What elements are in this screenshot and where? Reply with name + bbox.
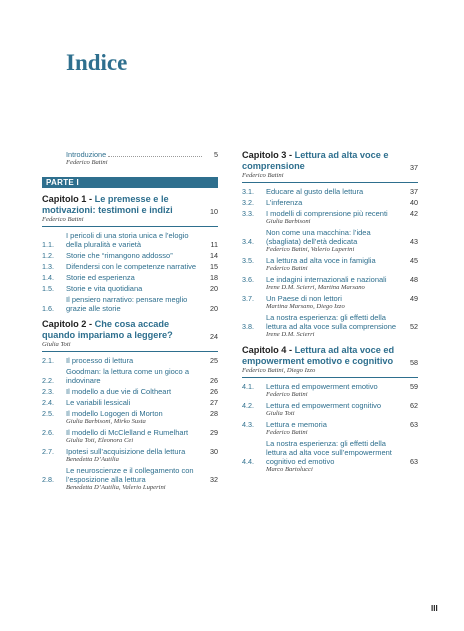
chapter-prefix: Capitolo 4 - xyxy=(242,345,295,355)
chapter-2-heading[interactable] xyxy=(42,319,218,352)
entry-text: Le neuroscienze e il collegamento con l’esposizione alla lettura xyxy=(66,466,194,484)
entry-text: I pericoli di una storia unica e l’elogio della pluralità e varietà xyxy=(66,231,189,249)
entry-number: 3.1. xyxy=(242,187,254,196)
entry-number: 3.2. xyxy=(242,198,254,207)
entry-text: Difendersi con le competenze narrative xyxy=(66,262,197,271)
entry-page: 30 xyxy=(210,447,218,456)
chapter-rule xyxy=(42,226,218,227)
entry-text: La nostra esperienza: gli effetti della lettura ad alta voce sulla comprensione xyxy=(266,313,397,331)
entry-author: Federico Batini xyxy=(266,265,308,272)
entry-page: 59 xyxy=(410,382,418,391)
entry-text: L’inferenza xyxy=(266,198,303,207)
entry-page: 52 xyxy=(410,322,418,331)
entry-number: 3.5. xyxy=(242,256,254,265)
entry-text: Non come una macchina: l’idea (sbagliata) dell’età dedicata xyxy=(266,228,371,246)
entry-page: 48 xyxy=(410,275,418,284)
entry-number: 3.4. xyxy=(242,237,254,246)
toc-entry[interactable] xyxy=(42,231,218,249)
entry-text: Lettura ed empowerment cognitivo xyxy=(266,401,382,410)
page-title: Indice xyxy=(66,50,128,75)
toc-entry[interactable] xyxy=(42,447,218,464)
toc-entry[interactable] xyxy=(242,294,418,311)
entry-page: 43 xyxy=(410,237,418,246)
chapter-prefix: Capitolo 1 - xyxy=(42,194,95,204)
chapter-title: Lettura ad alta voce ed empowerment emotivo e cognitivo xyxy=(242,345,395,366)
entry-text: La lettura ad alta voce in famiglia xyxy=(266,256,376,265)
entry-author: Irene D.M. Scierri xyxy=(266,331,315,338)
part-heading: PARTE I xyxy=(42,177,218,188)
chapter-page: 24 xyxy=(210,332,218,341)
toc-entry[interactable] xyxy=(42,367,218,385)
toc-entry[interactable] xyxy=(42,273,218,282)
entry-number: 3.8. xyxy=(242,322,254,331)
entry-author: Federico Batini, Valerio Luperini xyxy=(266,246,355,253)
toc-entry[interactable] xyxy=(242,187,418,196)
entry-page: 20 xyxy=(210,304,218,313)
entry-number: 2.4. xyxy=(42,398,54,407)
entry-author: Giulia Toti, Eleonora Cei xyxy=(66,437,134,444)
entry-author: Giulia Barbisoni xyxy=(266,218,311,225)
chapter-title: Lettura ad alta voce e comprensione xyxy=(242,150,389,171)
entry-page: 18 xyxy=(210,273,218,282)
entry-number: 2.5. xyxy=(42,409,54,418)
entry-page: 49 xyxy=(410,294,418,303)
entry-number: 4.2. xyxy=(242,401,254,410)
chapter-title: Che cosa accade quando impariamo a leggere? xyxy=(42,319,173,340)
entry-text: Lettura ed empowerment emotivo xyxy=(266,382,378,391)
entry-number: 1.6. xyxy=(42,304,54,313)
entry-page: 32 xyxy=(210,475,218,484)
entry-author: Martina Marsano, Diego Izzo xyxy=(266,303,345,310)
toc-entry[interactable] xyxy=(242,198,418,207)
toc-entry[interactable] xyxy=(242,313,418,339)
chapter-3-heading[interactable] xyxy=(242,150,418,183)
entry-text: Ipotesi sull’acquisizione della lettura xyxy=(66,447,186,456)
chapter-author: Giulia Toti xyxy=(42,341,71,348)
entry-author: Irene D.M. Scierri, Martina Marsano xyxy=(266,284,365,291)
leader-dots xyxy=(108,156,202,157)
toc-entry[interactable] xyxy=(42,295,218,313)
toc-entry[interactable] xyxy=(42,251,218,260)
entry-text: Storie che “rimangono addosso” xyxy=(66,251,173,260)
entry-author: Federico Batini xyxy=(266,391,308,398)
entry-number: 1.2. xyxy=(42,251,54,260)
toc-entry[interactable] xyxy=(242,209,418,226)
entry-author: Giulia Barbisoni, Mirko Susta xyxy=(66,418,146,425)
chapter-author: Federico Batini, Diego Izzo xyxy=(242,367,316,374)
entry-page: 14 xyxy=(210,251,218,260)
entry-text: Le indagini internazionali e nazionali xyxy=(266,275,387,284)
entry-number: 2.6. xyxy=(42,428,54,437)
chapter-prefix: Capitolo 3 - xyxy=(242,150,295,160)
toc-entry[interactable] xyxy=(42,398,218,407)
entry-number: 2.7. xyxy=(42,447,54,456)
entry-text: Goodman: la lettura come un gioco a indovinare xyxy=(66,367,189,385)
entry-text: Le variabili lessicali xyxy=(66,398,131,407)
toc-entry[interactable] xyxy=(42,284,218,293)
entry-page: 26 xyxy=(210,376,218,385)
toc-entry[interactable] xyxy=(42,262,218,271)
entry-text: Il modello a due vie di Coltheart xyxy=(66,387,172,396)
chapter-title: Le premesse e le motivazioni: testimoni e indizi xyxy=(42,194,173,215)
entry-author: Benedetta D’Autilia, Valerio Luperini xyxy=(66,484,166,491)
entry-number: 3.6. xyxy=(242,275,254,284)
entry-author: Giulia Toti xyxy=(266,410,295,417)
entry-text: La nostra esperienza: gli effetti della lettura ad alta voce sull’empowerment cognitivo ed emotivo xyxy=(266,439,392,466)
entry-text: Il processo di lettura xyxy=(66,356,134,365)
entry-number: 1.4. xyxy=(42,273,54,282)
entry-page: 42 xyxy=(410,209,418,218)
entry-page: 63 xyxy=(410,457,418,466)
entry-page: 25 xyxy=(210,356,218,365)
entry-number: 4.3. xyxy=(242,420,254,429)
entry-text: Lettura e memoria xyxy=(266,420,327,429)
entry-page: 15 xyxy=(210,262,218,271)
chapter-2-entries xyxy=(42,356,218,492)
toc-entry[interactable] xyxy=(242,401,418,418)
chapter-rule xyxy=(242,182,418,183)
entry-text: Il modello Logogen di Morton xyxy=(66,409,163,418)
entry-page: 29 xyxy=(210,428,218,437)
entry-number: 4.1. xyxy=(242,382,254,391)
entry-author: Federico Batini xyxy=(266,429,308,436)
entry-author: Federico Batini xyxy=(66,159,108,166)
entry-number: 3.3. xyxy=(242,209,254,218)
chapter-4-entries xyxy=(242,382,418,474)
entry-number: 2.3. xyxy=(42,387,54,396)
entry-page: 45 xyxy=(410,256,418,265)
chapter-page: 58 xyxy=(410,358,418,367)
entry-text: Un Paese di non lettori xyxy=(266,294,342,303)
entry-page: 63 xyxy=(410,420,418,429)
chapter-author: Federico Batini xyxy=(242,172,284,179)
entry-page: 26 xyxy=(210,387,218,396)
entry-text: Introduzione xyxy=(66,150,107,159)
entry-page: 62 xyxy=(410,401,418,410)
toc-entry[interactable] xyxy=(242,228,418,254)
toc-entry[interactable] xyxy=(42,356,218,365)
toc-entry[interactable] xyxy=(242,275,418,292)
entry-page: 5 xyxy=(214,150,218,159)
chapter-page: 37 xyxy=(410,163,418,172)
entry-number: 1.5. xyxy=(42,284,54,293)
entry-number: 4.4. xyxy=(242,457,254,466)
toc-right-column xyxy=(242,150,418,476)
toc-entry[interactable] xyxy=(42,387,218,396)
chapter-author: Federico Batini xyxy=(42,216,84,223)
entry-number: 2.2. xyxy=(42,376,54,385)
toc-left-column xyxy=(42,150,218,494)
entry-page: 11 xyxy=(210,240,218,249)
chapter-page: 10 xyxy=(210,207,218,216)
entry-author: Benedetta D’Autilia xyxy=(66,456,119,463)
chapter-prefix: Capitolo 2 - xyxy=(42,319,95,329)
entry-number: 3.7. xyxy=(242,294,254,303)
entry-number: 1.1. xyxy=(42,240,54,249)
toc-entry[interactable] xyxy=(42,409,218,426)
toc-entry[interactable] xyxy=(242,420,418,437)
page-number: III xyxy=(431,604,438,613)
entry-number: 1.3. xyxy=(42,262,54,271)
entry-page: 27 xyxy=(210,398,218,407)
entry-page: 28 xyxy=(210,409,218,418)
chapter-rule xyxy=(42,351,218,352)
chapter-1-heading[interactable] xyxy=(42,194,218,227)
chapter-rule xyxy=(242,377,418,378)
chapter-4-heading[interactable] xyxy=(242,345,418,378)
entry-text: Il modello di McClelland e Rumelhart xyxy=(66,428,189,437)
entry-text: Storie ed esperienza xyxy=(66,273,135,282)
entry-page: 37 xyxy=(410,187,418,196)
entry-text: I modelli di comprensione più recenti xyxy=(266,209,388,218)
toc-entry[interactable] xyxy=(242,382,418,399)
entry-number: 2.8. xyxy=(42,475,54,484)
entry-text: Il pensiero narrativo: pensare meglio grazie alle storie xyxy=(66,295,188,313)
chapter-1-entries xyxy=(42,231,218,313)
entry-page: 20 xyxy=(210,284,218,293)
toc-entry[interactable] xyxy=(242,256,418,273)
toc-entry[interactable] xyxy=(42,428,218,445)
entry-number: 2.1. xyxy=(42,356,54,365)
toc-entry-introduction[interactable] xyxy=(42,150,218,167)
toc-entry[interactable] xyxy=(42,466,218,492)
entry-author: Marco Bartolucci xyxy=(266,466,313,473)
toc-entry[interactable] xyxy=(242,439,418,474)
entry-page: 40 xyxy=(410,198,418,207)
entry-text: Storie e vita quotidiana xyxy=(66,284,143,293)
chapter-3-entries xyxy=(242,187,418,339)
entry-text: Educare al gusto della lettura xyxy=(266,187,364,196)
